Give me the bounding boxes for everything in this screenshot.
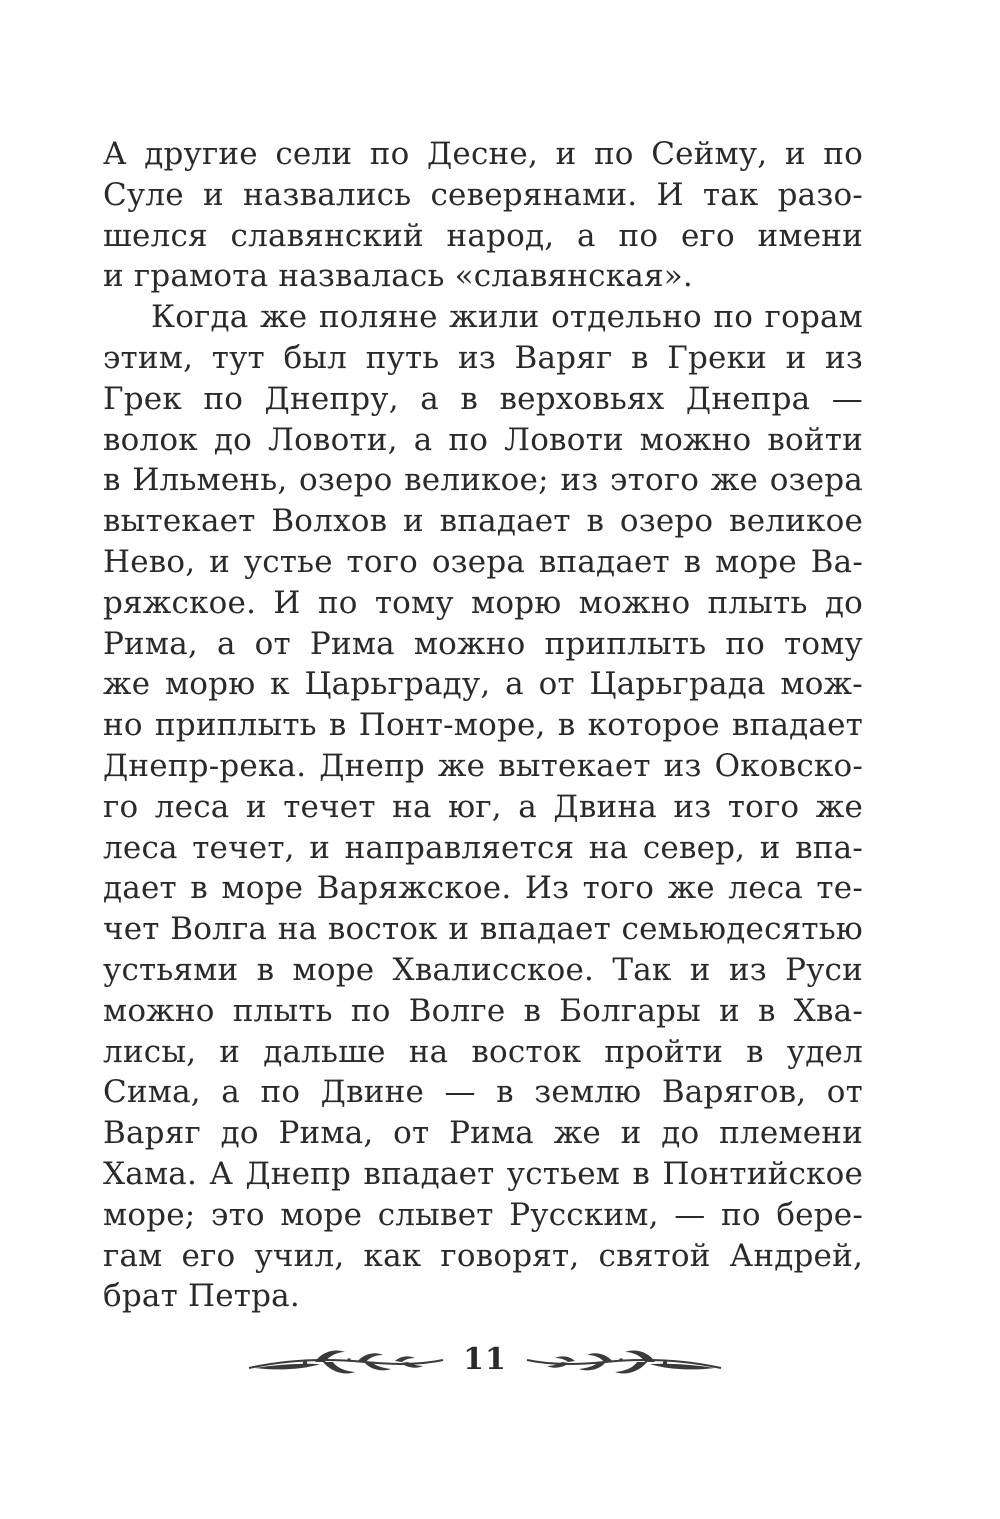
text-line: этим, тут был путь из Варяг в Греки и из [103, 339, 863, 376]
text-line: ряжское. И по тому морю можно плыть до [103, 584, 863, 621]
text-line: А другие сели по Десне, и по Сейму, и по [103, 136, 863, 172]
text-line: брат Петра. [103, 1278, 300, 1315]
text-line: Нево, и устье того озера впадает в море Ва- [103, 543, 863, 580]
text-line: дает в море Варяжское. Из того же леса те- [103, 870, 863, 907]
swirl-ornament-icon [525, 1338, 725, 1382]
text-line: шелся славянский народ, а по его имени [103, 217, 863, 254]
text-line: го леса и течет на юг, а Двина из того же [103, 788, 863, 825]
text-line: Рима, а от Рима можно приплыть по тому [103, 625, 863, 662]
text-line: Варяг до Рима, от Рима же и до племени [103, 1115, 863, 1152]
text-line: и грамота назвалась «славянская». [103, 258, 693, 295]
text-line: Грек по Днепру, а в верховьях Днепра — [103, 380, 863, 417]
text-line: волок до Ловоти, а по Ловоти можно войти [103, 421, 863, 458]
paragraph-2 [103, 297, 863, 1317]
text-line: чет Волга на восток и впадает семьюдесятью [103, 911, 863, 948]
text-line: море; это море слывет Русским, — по бере- [103, 1196, 863, 1233]
text-line: Хама. А Днепр впадает устьем в Понтийское [103, 1155, 863, 1192]
page-body [103, 134, 863, 1317]
text-line: Когда же поляне жили отдельно по горам [151, 299, 863, 336]
paragraph-1 [103, 134, 863, 297]
text-line: вытекает Волхов и впадает в озеро великое [103, 503, 863, 540]
text-line: лисы, и дальше на восток пройти в удел [103, 1033, 863, 1070]
text-line: можно плыть по Волге в Болгары и в Хва- [103, 992, 863, 1029]
text-line: же морю к Царьграду, а от Царьграда мож- [103, 666, 863, 703]
text-line: Днепр-река. Днепр же вытекает из Оковско- [103, 747, 863, 784]
text-line: но приплыть в Понт-море, в которое впадает [103, 707, 863, 744]
text-line: Сима, а по Двине — в землю Варягов, от [103, 1074, 863, 1111]
text-line: леса течет, и направляется на север, и впа- [103, 829, 863, 866]
page-number: 11 [463, 1342, 507, 1377]
page-footer [245, 1338, 725, 1388]
text-line: устьями в море Хвалисское. Так и из Руси [103, 951, 863, 988]
text-line: в Ильмень, озеро великое; из этого же озера [103, 462, 863, 499]
text-line: Суле и назвались северянами. И так разо- [103, 176, 863, 213]
text-line: гам его учил, как говорят, святой Андрей, [103, 1237, 863, 1274]
